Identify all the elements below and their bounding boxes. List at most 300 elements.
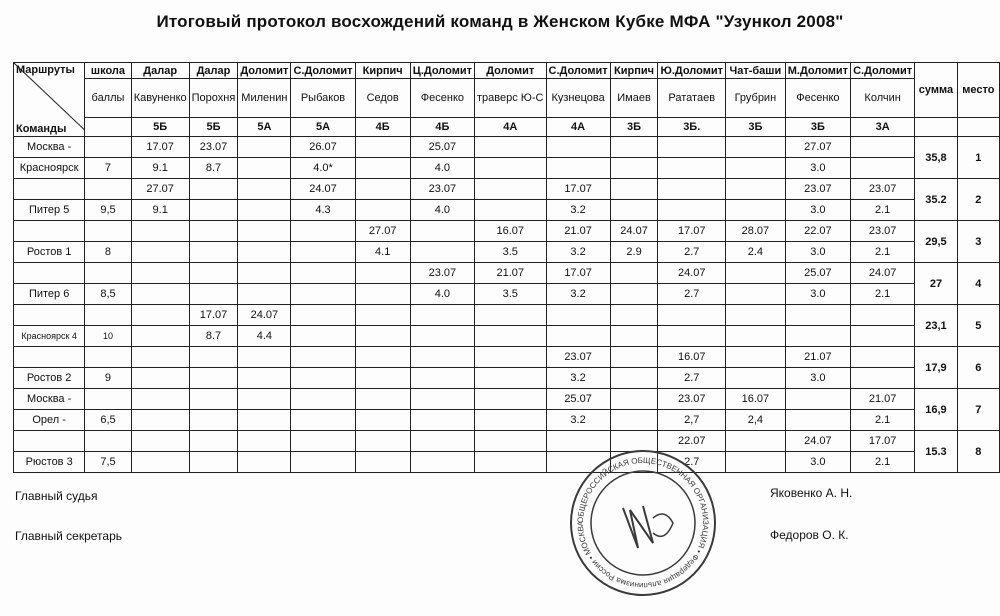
team-sum: 35,8 xyxy=(915,137,958,179)
ascent-date xyxy=(189,263,238,284)
ascent-date: 17.07 xyxy=(131,137,189,158)
ascent-points xyxy=(851,368,915,389)
ascent-points: 2.9 xyxy=(610,242,658,263)
ascent-date xyxy=(238,263,291,284)
route-author: Рыбаков xyxy=(291,79,355,118)
ascent-points xyxy=(410,368,474,389)
ascent-points: 4.3 xyxy=(291,200,355,221)
team-sum: 15.3 xyxy=(915,431,958,473)
ascent-date: 21.07 xyxy=(851,389,915,410)
team-school-balls: 10 xyxy=(85,326,131,347)
table-row xyxy=(14,305,1000,326)
ascent-points: 2,7 xyxy=(658,410,726,431)
ascent-date xyxy=(475,389,547,410)
ascent-date xyxy=(131,221,189,242)
ascent-points: 3.2 xyxy=(546,368,610,389)
team-school-balls: 8,5 xyxy=(85,284,131,305)
ascent-date: 17.07 xyxy=(546,179,610,200)
route-author: Фесенко xyxy=(785,79,850,118)
ascent-points xyxy=(410,452,474,473)
ascent-points: 3.2 xyxy=(546,410,610,431)
ascent-points xyxy=(131,368,189,389)
ascent-points: 2.4 xyxy=(726,242,786,263)
route-author: Фесенко xyxy=(410,79,474,118)
ascent-points xyxy=(291,410,355,431)
ascent-date: 23.07 xyxy=(658,389,726,410)
team-school-balls: 7 xyxy=(85,158,131,179)
team-place: 1 xyxy=(957,137,999,179)
balls-cell-blank xyxy=(85,389,131,410)
ascent-date xyxy=(726,137,786,158)
route-name: Кирпич xyxy=(355,63,410,79)
ascent-points xyxy=(355,368,410,389)
ascent-points xyxy=(131,410,189,431)
ascent-points xyxy=(726,284,786,305)
ascent-date xyxy=(475,431,547,452)
ascent-date xyxy=(546,137,610,158)
balls-cell-blank xyxy=(85,179,131,200)
team-place: 6 xyxy=(957,347,999,389)
team-school-balls: 7,5 xyxy=(85,452,131,473)
ascent-points xyxy=(658,200,726,221)
ascent-date xyxy=(610,389,658,410)
table-row xyxy=(14,284,1000,305)
ascent-points: 2.1 xyxy=(851,200,915,221)
ascent-points xyxy=(658,326,726,347)
ascent-date xyxy=(131,305,189,326)
judge-label: Главный судья xyxy=(15,489,98,503)
ascent-points xyxy=(851,326,915,347)
ascent-points xyxy=(355,326,410,347)
table-row xyxy=(14,242,1000,263)
ascent-points xyxy=(610,158,658,179)
route-name: С.Доломит xyxy=(546,63,610,79)
ascent-date xyxy=(410,347,474,368)
ascent-date xyxy=(410,389,474,410)
team-name: Питер 6 xyxy=(14,284,85,305)
ascent-points: 2.7 xyxy=(658,368,726,389)
ascent-points xyxy=(189,200,238,221)
ascent-points xyxy=(851,158,915,179)
secretary-label: Главный секретарь xyxy=(15,529,122,543)
ascent-points xyxy=(658,158,726,179)
balls-cell-blank xyxy=(85,137,131,158)
ascent-date: 17.07 xyxy=(546,263,610,284)
ascent-points xyxy=(410,326,474,347)
balls-cell-blank xyxy=(85,347,131,368)
ascent-date xyxy=(610,347,658,368)
ascent-date: 16.07 xyxy=(658,347,726,368)
route-category: 4А xyxy=(475,118,547,137)
ascent-points xyxy=(189,452,238,473)
ascent-date xyxy=(189,221,238,242)
table-row xyxy=(14,326,1000,347)
ascent-points xyxy=(291,368,355,389)
balls-header-blank xyxy=(85,118,131,137)
ascent-date xyxy=(189,389,238,410)
team-name: Ростов 1 xyxy=(14,242,85,263)
ascent-date: 24.07 xyxy=(658,263,726,284)
team-place: 8 xyxy=(957,431,999,473)
ascent-date xyxy=(291,347,355,368)
ascent-points xyxy=(355,284,410,305)
ascent-points xyxy=(726,326,786,347)
route-author: Кавуненко xyxy=(131,79,189,118)
ascent-points xyxy=(785,326,850,347)
ascent-points xyxy=(610,410,658,431)
ascent-date xyxy=(475,137,547,158)
page-title: Итоговый протокол восхождений команд в Женском Кубке МФА "Узункол 2008" xyxy=(156,12,844,31)
ascent-date xyxy=(131,263,189,284)
ascent-date xyxy=(785,389,850,410)
corner-routes-label: Маршруты xyxy=(16,64,75,76)
team-name-line1 xyxy=(14,305,85,326)
ascent-date xyxy=(726,263,786,284)
ascent-points xyxy=(291,452,355,473)
ascent-points xyxy=(238,200,291,221)
balls-cell-blank xyxy=(85,221,131,242)
ascent-date: 16.07 xyxy=(726,389,786,410)
ascent-date xyxy=(238,221,291,242)
ascent-date xyxy=(726,431,786,452)
route-author: Рататаев xyxy=(658,79,726,118)
route-category: 3Б. xyxy=(658,118,726,137)
route-category: 4Б xyxy=(410,118,474,137)
ascent-date: 17.07 xyxy=(658,221,726,242)
team-sum: 27 xyxy=(915,263,958,305)
ascent-date: 24.07 xyxy=(238,305,291,326)
route-category: 5А xyxy=(291,118,355,137)
table-row xyxy=(14,431,1000,452)
team-name: Красноярск 4 xyxy=(14,326,85,347)
route-name: С.Доломит xyxy=(851,63,915,79)
ascent-date xyxy=(785,305,850,326)
ascent-points xyxy=(355,452,410,473)
ascent-points xyxy=(131,452,189,473)
ascent-points xyxy=(785,410,850,431)
ascent-date: 24.07 xyxy=(610,221,658,242)
team-name: Красноярск xyxy=(14,158,85,179)
ascent-points xyxy=(475,410,547,431)
table-row xyxy=(14,347,1000,368)
ascent-date xyxy=(189,179,238,200)
ascent-date xyxy=(238,137,291,158)
team-sum: 16,9 xyxy=(915,389,958,431)
ascent-date xyxy=(610,305,658,326)
ascent-points: 2.1 xyxy=(851,242,915,263)
ascent-date: 28.07 xyxy=(726,221,786,242)
ascent-points xyxy=(355,410,410,431)
ascent-points xyxy=(189,410,238,431)
ascent-points: 8.7 xyxy=(189,158,238,179)
ascent-points xyxy=(291,284,355,305)
team-school-balls: 8 xyxy=(85,242,131,263)
ascent-date xyxy=(658,305,726,326)
ascent-date xyxy=(291,221,355,242)
route-category: 4Б xyxy=(355,118,410,137)
ascent-points: 3.5 xyxy=(475,284,547,305)
ascent-date: 22.07 xyxy=(785,221,850,242)
route-name: М.Доломит xyxy=(785,63,850,79)
ascent-points: 9.1 xyxy=(131,200,189,221)
ascent-points: 4.0 xyxy=(410,158,474,179)
ascent-date: 22.07 xyxy=(658,431,726,452)
balls-cell-blank xyxy=(85,263,131,284)
ascent-date xyxy=(475,305,547,326)
results-table xyxy=(13,62,1000,473)
table-row xyxy=(14,221,1000,242)
ascent-points: 3.0 xyxy=(785,200,850,221)
ascent-date xyxy=(658,137,726,158)
route-name: С.Доломит xyxy=(291,63,355,79)
team-name-line1: Москва - xyxy=(14,389,85,410)
ascent-date: 27.07 xyxy=(131,179,189,200)
ascent-date: 24.07 xyxy=(785,431,850,452)
team-school-balls: 9,5 xyxy=(85,200,131,221)
route-author: траверс Ю-С xyxy=(475,79,547,118)
header-corner xyxy=(14,63,85,137)
table-row xyxy=(14,452,1000,473)
table-row xyxy=(14,158,1000,179)
ascent-points: 3.0 xyxy=(785,158,850,179)
ascent-date xyxy=(546,305,610,326)
judge-name: Яковенко А. Н. xyxy=(770,486,853,500)
route-author: Имаев xyxy=(610,79,658,118)
route-name: Чат-баши xyxy=(726,63,786,79)
ascent-points: 2.1 xyxy=(851,452,915,473)
ascent-date: 23.07 xyxy=(851,221,915,242)
ascent-points: 3.0 xyxy=(785,284,850,305)
sum-header: сумма xyxy=(915,63,958,118)
team-name-line1 xyxy=(14,221,85,242)
route-category: 5А xyxy=(238,118,291,137)
ascent-date xyxy=(189,347,238,368)
team-name-line1 xyxy=(14,347,85,368)
team-name: Орел - xyxy=(14,410,85,431)
ascent-date: 17.07 xyxy=(189,305,238,326)
table-row xyxy=(14,263,1000,284)
team-place: 7 xyxy=(957,389,999,431)
ascent-points: 3.2 xyxy=(546,284,610,305)
route-author: Порохня xyxy=(189,79,238,118)
ascent-date: 23.07 xyxy=(410,179,474,200)
route-name: Далар xyxy=(131,63,189,79)
ascent-points: 4.1 xyxy=(355,242,410,263)
route-category: 3Б xyxy=(785,118,850,137)
ascent-points xyxy=(610,326,658,347)
ascent-date: 25.07 xyxy=(546,389,610,410)
ascent-date xyxy=(238,389,291,410)
team-sum: 35.2 xyxy=(915,179,958,221)
ascent-date: 25.07 xyxy=(785,263,850,284)
ascent-points xyxy=(610,200,658,221)
ascent-date xyxy=(238,431,291,452)
ascent-date xyxy=(726,305,786,326)
route-name: Доломит xyxy=(475,63,547,79)
balls-cell-blank xyxy=(85,305,131,326)
team-place: 4 xyxy=(957,263,999,305)
ascent-points xyxy=(238,368,291,389)
route-author: Миленин xyxy=(238,79,291,118)
ascent-date xyxy=(851,305,915,326)
route-author: Грубрин xyxy=(726,79,786,118)
ascent-points: 4.0 xyxy=(410,284,474,305)
ascent-points: 2.1 xyxy=(851,284,915,305)
ascent-date xyxy=(658,179,726,200)
ascent-date: 23.07 xyxy=(546,347,610,368)
ascent-points xyxy=(291,326,355,347)
ascent-date xyxy=(355,389,410,410)
ascent-date: 25.07 xyxy=(410,137,474,158)
ascent-date: 23.07 xyxy=(189,137,238,158)
ascent-date: 23.07 xyxy=(785,179,850,200)
ascent-points: 2,4 xyxy=(726,410,786,431)
ascent-points: 3.0 xyxy=(785,368,850,389)
ascent-date xyxy=(410,431,474,452)
ascent-date xyxy=(189,431,238,452)
ascent-date xyxy=(131,431,189,452)
ascent-date xyxy=(355,179,410,200)
balls-header: баллы xyxy=(85,79,131,118)
ascent-date xyxy=(355,347,410,368)
route-author: Колчин xyxy=(851,79,915,118)
route-author: Седов xyxy=(355,79,410,118)
sum-blank xyxy=(915,118,958,137)
ascent-points xyxy=(475,326,547,347)
team-place: 5 xyxy=(957,305,999,347)
team-place: 3 xyxy=(957,221,999,263)
ascent-points xyxy=(131,326,189,347)
route-author: Кузнецова xyxy=(546,79,610,118)
ascent-points xyxy=(610,284,658,305)
ascent-points: 8.7 xyxy=(189,326,238,347)
ascent-date xyxy=(238,347,291,368)
route-name: Ц.Доломит xyxy=(410,63,474,79)
table-row xyxy=(14,368,1000,389)
ascent-points xyxy=(546,158,610,179)
ascent-points xyxy=(189,368,238,389)
table-row xyxy=(14,137,1000,158)
ascent-points: 2.1 xyxy=(851,410,915,431)
ascent-points: 9.1 xyxy=(131,158,189,179)
team-school-balls: 9 xyxy=(85,368,131,389)
ascent-points: 3.2 xyxy=(546,200,610,221)
ascent-points xyxy=(189,242,238,263)
ascent-points: 3.0 xyxy=(785,452,850,473)
official-stamp xyxy=(568,448,718,598)
ascent-points xyxy=(238,284,291,305)
ascent-date: 23.07 xyxy=(410,263,474,284)
ascent-date xyxy=(291,431,355,452)
ascent-date xyxy=(410,305,474,326)
team-sum: 23,1 xyxy=(915,305,958,347)
ascent-points xyxy=(355,200,410,221)
ascent-points xyxy=(131,284,189,305)
team-place: 2 xyxy=(957,179,999,221)
team-sum: 17,9 xyxy=(915,347,958,389)
ascent-date xyxy=(610,179,658,200)
ascent-points: 2.7 xyxy=(658,284,726,305)
ascent-points: 4.0 xyxy=(410,200,474,221)
team-school-balls: 6,5 xyxy=(85,410,131,431)
ascent-date: 16.07 xyxy=(475,221,547,242)
ascent-points xyxy=(726,158,786,179)
ascent-date xyxy=(355,263,410,284)
ascent-points xyxy=(610,368,658,389)
route-category: 3Б xyxy=(726,118,786,137)
ascent-points xyxy=(410,242,474,263)
ascent-points xyxy=(238,410,291,431)
ascent-points xyxy=(131,242,189,263)
ascent-date: 21.07 xyxy=(785,347,850,368)
team-name: Рюстов 3 xyxy=(14,452,85,473)
ascent-points: 3.0 xyxy=(785,242,850,263)
ascent-date: 21.07 xyxy=(546,221,610,242)
team-name: Ростов 2 xyxy=(14,368,85,389)
ascent-points xyxy=(475,368,547,389)
ascent-date xyxy=(410,221,474,242)
ascent-date xyxy=(238,179,291,200)
team-name: Питер 5 xyxy=(14,200,85,221)
route-category: 5Б xyxy=(189,118,238,137)
ascent-date xyxy=(355,137,410,158)
ascent-points xyxy=(726,200,786,221)
ascent-date: 23.07 xyxy=(851,179,915,200)
ascent-points: 2.7 xyxy=(658,242,726,263)
secretary-name: Федоров О. К. xyxy=(770,528,849,542)
school-header: школа xyxy=(85,63,131,79)
balls-cell-blank xyxy=(85,431,131,452)
ascent-date xyxy=(851,347,915,368)
svg-text:ОБЩЕРОССИЙСКАЯ ОБЩЕСТВЕННАЯ ОР: ОБЩЕРОССИЙСКАЯ ОБЩЕСТВЕННАЯ ОРГАНИЗАЦИЯ • Федерация альпинизма России • МОСКВА xyxy=(575,455,711,591)
ascent-points xyxy=(291,242,355,263)
route-category: 3Б xyxy=(610,118,658,137)
ascent-points xyxy=(238,158,291,179)
team-name-line1 xyxy=(14,431,85,452)
ascent-date: 24.07 xyxy=(851,263,915,284)
ascent-points xyxy=(546,326,610,347)
route-category: 5Б xyxy=(131,118,189,137)
ascent-date xyxy=(291,389,355,410)
team-sum: 29,5 xyxy=(915,221,958,263)
ascent-points xyxy=(189,284,238,305)
ascent-points xyxy=(238,242,291,263)
route-name: Доломит xyxy=(238,63,291,79)
corner-teams-label: Команды xyxy=(16,123,67,135)
ascent-points xyxy=(726,452,786,473)
ascent-points xyxy=(238,452,291,473)
ascent-date xyxy=(291,305,355,326)
ascent-points xyxy=(475,200,547,221)
ascent-date: 24.07 xyxy=(291,179,355,200)
route-name: Кирпич xyxy=(610,63,658,79)
ascent-date xyxy=(131,389,189,410)
ascent-date xyxy=(355,431,410,452)
ascent-date xyxy=(726,347,786,368)
route-category: 4А xyxy=(546,118,610,137)
route-name: Ю.Доломит xyxy=(658,63,726,79)
ascent-date xyxy=(355,305,410,326)
ascent-date xyxy=(131,347,189,368)
ascent-points xyxy=(355,158,410,179)
table-row xyxy=(14,389,1000,410)
ascent-date xyxy=(291,263,355,284)
ascent-points: 2.7 xyxy=(658,452,726,473)
ascent-points xyxy=(410,410,474,431)
ascent-date: 17.07 xyxy=(851,431,915,452)
ascent-points xyxy=(475,158,547,179)
ascent-date xyxy=(610,263,658,284)
